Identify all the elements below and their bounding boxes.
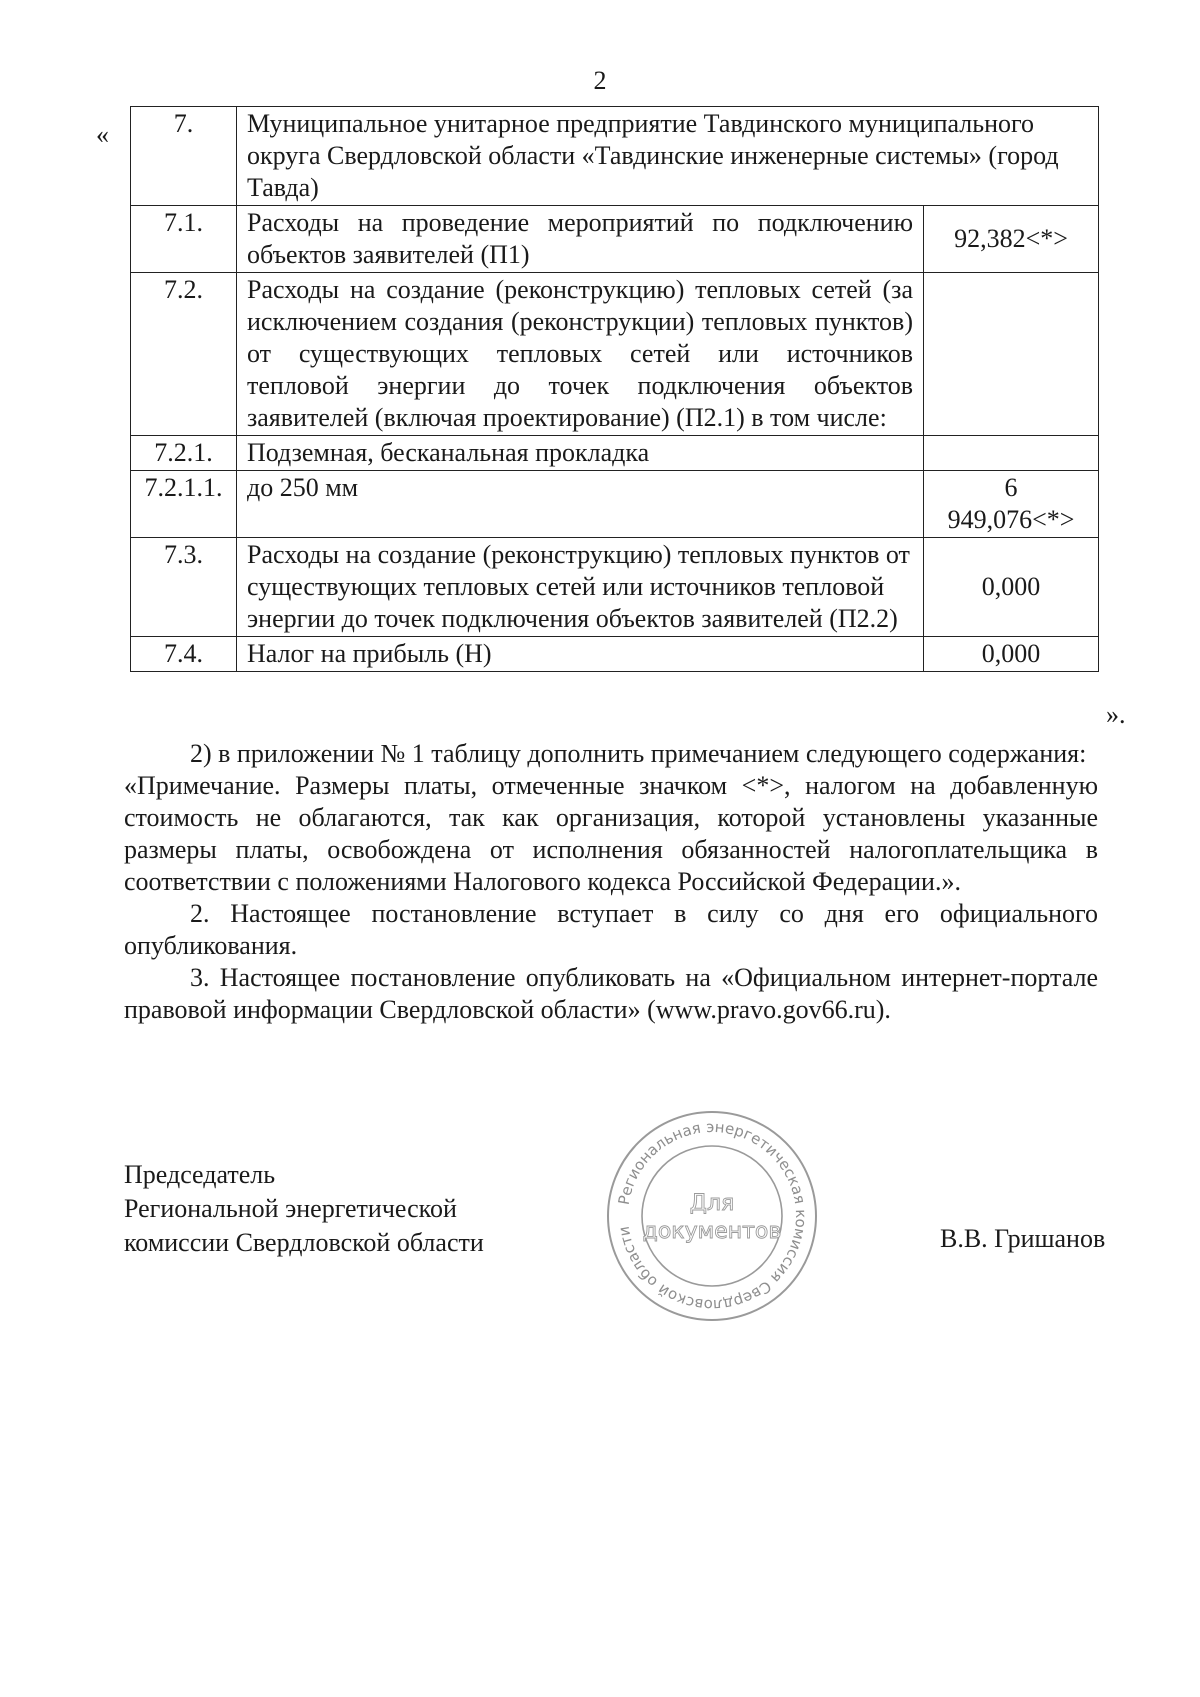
row-description: Подземная, бесканальная прокладка: [237, 436, 924, 471]
row-value: 0,000: [924, 637, 1099, 672]
row-number: 7.4.: [131, 637, 237, 672]
row-description: Муниципальное унитарное предприятие Тавдинского муниципального округа Свердловской области «Тавдинские инженерные системы» (город Тавда): [237, 107, 1099, 206]
row-description: Расходы на проведение мероприятий по подключению объектов заявителей (П1): [237, 206, 924, 273]
signatory-title-line: Региональной энергетической: [124, 1194, 457, 1223]
signatory-name: В.В. Гришанов: [940, 1224, 1106, 1253]
stamp-outer-ring: [608, 1112, 816, 1320]
stamp-center-text: документов: [642, 1219, 782, 1244]
signatory-title: [124, 1158, 484, 1260]
row-value: [924, 436, 1099, 471]
row-value-line: 6: [1004, 473, 1018, 502]
row-value: [924, 471, 1099, 538]
body-text: [124, 738, 1098, 1026]
table-row: [131, 273, 1099, 436]
table-row: [131, 436, 1099, 471]
row-description: Налог на прибыль (Н): [237, 637, 924, 672]
tariff-table: [130, 106, 1099, 672]
closing-quote: ».: [1106, 700, 1126, 729]
table-row: [131, 471, 1099, 538]
table-row: [131, 637, 1099, 672]
row-value: [924, 273, 1099, 436]
paragraph-note-text: «Примечание. Размеры платы, отмеченные значком <*>, налогом на добавленную стоимость не облагаются, так как организация, которой установлены указанные размеры платы, освобождена от исполнения обязанностей налогоплательщика в соответствии с положениями Налогового кодекса Российской Федерации.».: [124, 771, 1098, 896]
stamp-center-text: Для: [689, 1191, 735, 1216]
row-value: 0,000: [924, 538, 1099, 637]
row-number: 7.2.1.1.: [131, 471, 237, 538]
row-value-line: 949,076<*>: [947, 505, 1075, 534]
paragraph-publication: 3. Настоящее постановление опубликовать на «Официальном интернет-портале правовой информации Свердловской области» (www.pravo.gov66.ru).: [124, 963, 1098, 1024]
table-row: [131, 107, 1099, 206]
opening-quote: «: [96, 120, 109, 149]
row-number: 7.: [131, 107, 237, 206]
page-number: 2: [593, 66, 607, 95]
row-description: Расходы на создание (реконструкцию) тепловых пунктов от существующих тепловых сетей или источников тепловой энергии до точек подключения объектов заявителей (П2.2): [237, 538, 924, 637]
stamp-inner-ring: [642, 1146, 782, 1286]
table-row: [131, 206, 1099, 273]
stamp-seal: [602, 1106, 822, 1326]
signatory-title-line: комиссии Свердловской области: [124, 1228, 484, 1257]
row-number: 7.1.: [131, 206, 237, 273]
paragraph-appendix-note: 2) в приложении № 1 таблицу дополнить примечанием следующего содержания:: [190, 739, 1087, 768]
row-number: 7.2.: [131, 273, 237, 436]
row-description: Расходы на создание (реконструкцию) тепловых сетей (за исключением создания (реконструкции) тепловых пунктов) от существующих тепловых сетей или источников тепловой энергии до точек подключения объектов заявителей (включая проектирование) (П2.1) в том числе:: [237, 273, 924, 436]
row-number: 7.2.1.: [131, 436, 237, 471]
row-number: 7.3.: [131, 538, 237, 637]
stamp-ring-text: Региональная энергетическая комиссия Свердловской области: [614, 1117, 811, 1315]
signatory-title-line: Председатель: [124, 1160, 276, 1189]
table-row: [131, 538, 1099, 637]
paragraph-effective-date: 2. Настоящее постановление вступает в силу со дня его официального опубликования.: [124, 899, 1098, 960]
row-value: 92,382<*>: [924, 206, 1099, 273]
row-description: до 250 мм: [237, 471, 924, 538]
